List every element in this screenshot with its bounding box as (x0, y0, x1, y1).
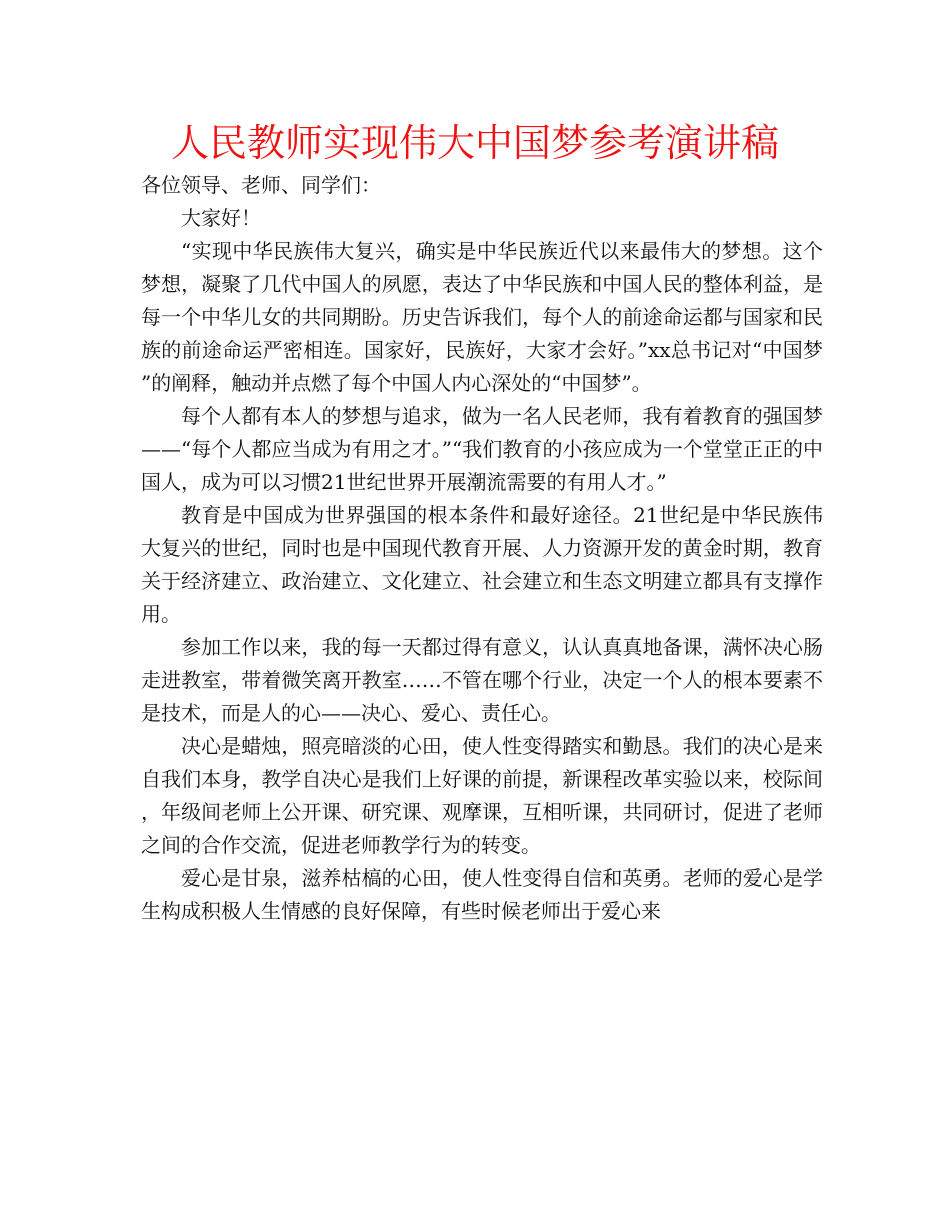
paragraph-quote-chinese-dream: “实现中华民族伟大复兴，确实是中华民族近代以来最伟大的梦想。这个梦想，凝聚了几代中国人的夙愿，表达了中华民族和中国人民的整体利益，是每一个中华儿女的共同期盼。历史告诉我们，每个人的前途命运都与国家和民族的前途命运严密相连。国家好，民族好，大家才会好。”xx总书记对“中国梦”的阐释，触动并点燃了每个中国人内心深处的“中国梦”。 (141, 239, 823, 395)
paragraph-determination: 决心是蜡烛，照亮暗淡的心田，使人性变得踏实和勤恳。我们的决心是来自我们本身，教学自决心是我们上好课的前提，新课程改革实验以来，校际间，年级间老师上公开课、研究课、观摩课，互相听课，共同研讨，促进了老师之间的合作交流，促进老师教学行为的转变。 (141, 734, 823, 857)
paragraph-teacher-dream: 每个人都有本人的梦想与追求，做为一名人民老师，我有着教育的强国梦——“每个人都应当成为有用之才。”“我们教育的小孩应成为一个堂堂正正的中国人，成为可以习惯21世纪世界开展潮流需要的有用人才。” (141, 404, 823, 494)
salutation: 各位领导、老师、同学们： (141, 173, 381, 197)
paragraph-work-experience: 参加工作以来，我的每一天都过得有意义，认认真真地备课，满怀决心肠走进教室，带着微笑离开教室……不管在哪个行业，决定一个人的根本要素不是技术，而是人的心——决心、爱心、责任心。 (141, 635, 823, 725)
paragraph-greeting: 大家好！ (181, 206, 261, 230)
paragraph-education: 教育是中国成为世界强国的根本条件和最好途径。21世纪是中华民族伟大复兴的世纪，同时也是中国现代教育开展、人力资源开发的黄金时期，教育关于经济建立、政治建立、文化建立、社会建立和生态文明建立都具有支撑作用。 (141, 503, 823, 626)
document-body (141, 169, 823, 928)
document-title: 人民教师实现伟大中国梦参考演讲稿 (170, 121, 779, 165)
paragraph-love: 爱心是甘泉，滋养枯槁的心田，使人性变得自信和英勇。老师的爱心是学生构成积极人生情感的良好保障，有些时候老师出于爱心来 (141, 866, 823, 923)
